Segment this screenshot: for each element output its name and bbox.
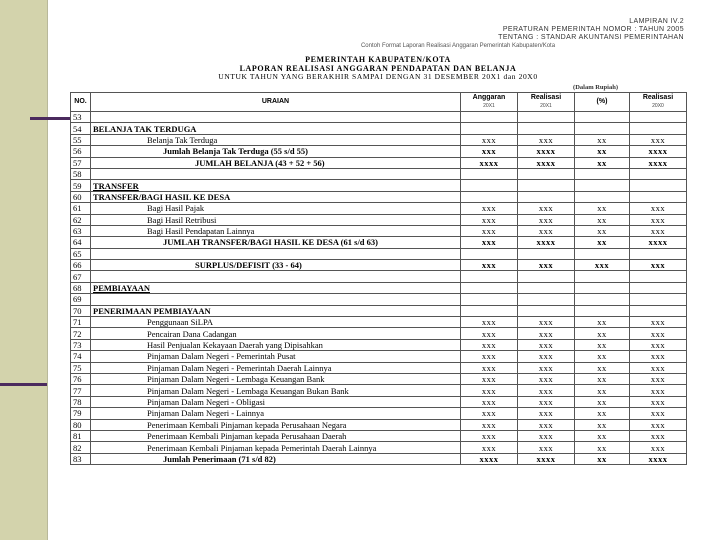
table-row: 56 Jumlah Belanja Tak Terduga (55 s/d 55) xxx xxxx xx xxxx [71,146,687,157]
accent-bar-bottom [0,383,47,386]
table-row: 77 Pinjaman Dalam Negeri - Lembaga Keuangan Bukan Bank xxx xxx xx xxx [71,385,687,396]
table-row: 74 Pinjaman Dalam Negeri - Pemerintah Pusat xxx xxx xx xxx [71,351,687,362]
table-row: 62 Bagi Hasil Retribusi xxx xxx xx xxx [71,214,687,225]
table-row: 61 Bagi Hasil Pajak xxx xxx xx xxx [71,203,687,214]
table-row: 60 TRANSFER/BAGI HASIL KE DESA [71,191,687,202]
slide-sidebar [0,0,47,540]
table-row: 68 PEMBIAYAAN [71,282,687,293]
report-title-1: PEMERINTAH KABUPATEN/KOTA [305,55,451,64]
tentang-label: TENTANG : STANDAR AKUNTANSI PEMERINTAHAN [498,34,684,41]
table-row: 67 [71,271,687,282]
table-row: 58 [71,168,687,179]
col-header-anggaran: Anggaran 20X1 [461,93,518,112]
currency-unit: (Dalam Rupiah) [573,84,618,91]
table-row: 59 TRANSFER [71,180,687,191]
col-header-realisasi-prev: Realisasi 20X0 [630,93,687,112]
table-row: 80 Penerimaan Kembali Pinjaman kepada Perusahaan Negara xxx xxx xx xxx [71,419,687,430]
col-header-no: NO. [71,93,91,112]
table-row: 73 Hasil Penjualan Kekayaan Daerah yang Dipisahkan xxx xxx xx xxx [71,339,687,350]
report-title-3: UNTUK TAHUN YANG BERAKHIR SAMPAI DENGAN 31 DESEMBER 20X1 dan 20X0 [218,72,538,81]
col-header-persen: (%) [575,93,630,112]
contoh-format-label: Contoh Format Laporan Realisasi Anggaran Pemerintah Kabupaten/Kota [360,43,556,49]
table-row: 72 Pencairan Dana Cadangan xxx xxx xx xxx [71,328,687,339]
col-header-uraian: URAIAN [91,93,461,112]
table-row: 83 Jumlah Penerimaan (71 s/d 82) xxxx xxxx xx xxxx [71,453,687,464]
table-row: 65 [71,248,687,259]
lampiran-label: LAMPIRAN IV.2 [629,18,684,25]
table-header-row [71,93,687,112]
peraturan-label: PERATURAN PEMERINTAH NOMOR : TAHUN 2005 [502,26,684,33]
table-row: 71 Penggunaan SiLPA xxx xxx xx xxx [71,317,687,328]
table-row: 76 Pinjaman Dalam Negeri - Lembaga Keuangan Bank xxx xxx xx xxx [71,373,687,384]
slide-divider [47,0,48,540]
table-row: 75 Pinjaman Dalam Negeri - Pemerintah Daerah Lainnya xxx xxx xx xxx [71,362,687,373]
report-title-2: LAPORAN REALISASI ANGGARAN PENDAPATAN DAN BELANJA [239,64,517,73]
table-row: 79 Pinjaman Dalam Negeri - Lainnya xxx xxx xx xxx [71,408,687,419]
table-row: 81 Penerimaan Kembali Pinjaman kepada Perusahaan Daerah xxx xxx xx xxx [71,430,687,441]
table-row: 64 JUMLAH TRANSFER/BAGI HASIL KE DESA (61 s/d 63) xxx xxxx xx xxxx [71,237,687,248]
table-row: 63 Bagi Hasil Pendapatan Lainnya xxx xxx xx xxx [71,225,687,236]
table-row: 70 PENERIMAAN PEMBIAYAAN [71,305,687,316]
table-row: 53 [71,112,687,123]
table-row: 78 Pinjaman Dalam Negeri - Obligasi xxx xxx xx xxx [71,396,687,407]
table-row: 69 [71,294,687,305]
accent-bar-top [30,117,70,120]
col-header-realisasi: Realisasi 20X1 [518,93,575,112]
table-row: 55 Belanja Tak Terduga xxx xxx xx xxx [71,134,687,145]
table-row: 54 BELANJA TAK TERDUGA [71,123,687,134]
table-row: 66 SURPLUS/DEFISIT (33 - 64) xxx xxx xxx xxx [71,260,687,271]
table-row: 82 Penerimaan Kembali Pinjaman kepada Pemerintah Daerah Lainnya xxx xxx xx xxx [71,442,687,453]
budget-table [70,92,687,465]
table-row: 57 JUMLAH BELANJA (43 + 52 + 56) xxxx xxxx xx xxxx [71,157,687,168]
